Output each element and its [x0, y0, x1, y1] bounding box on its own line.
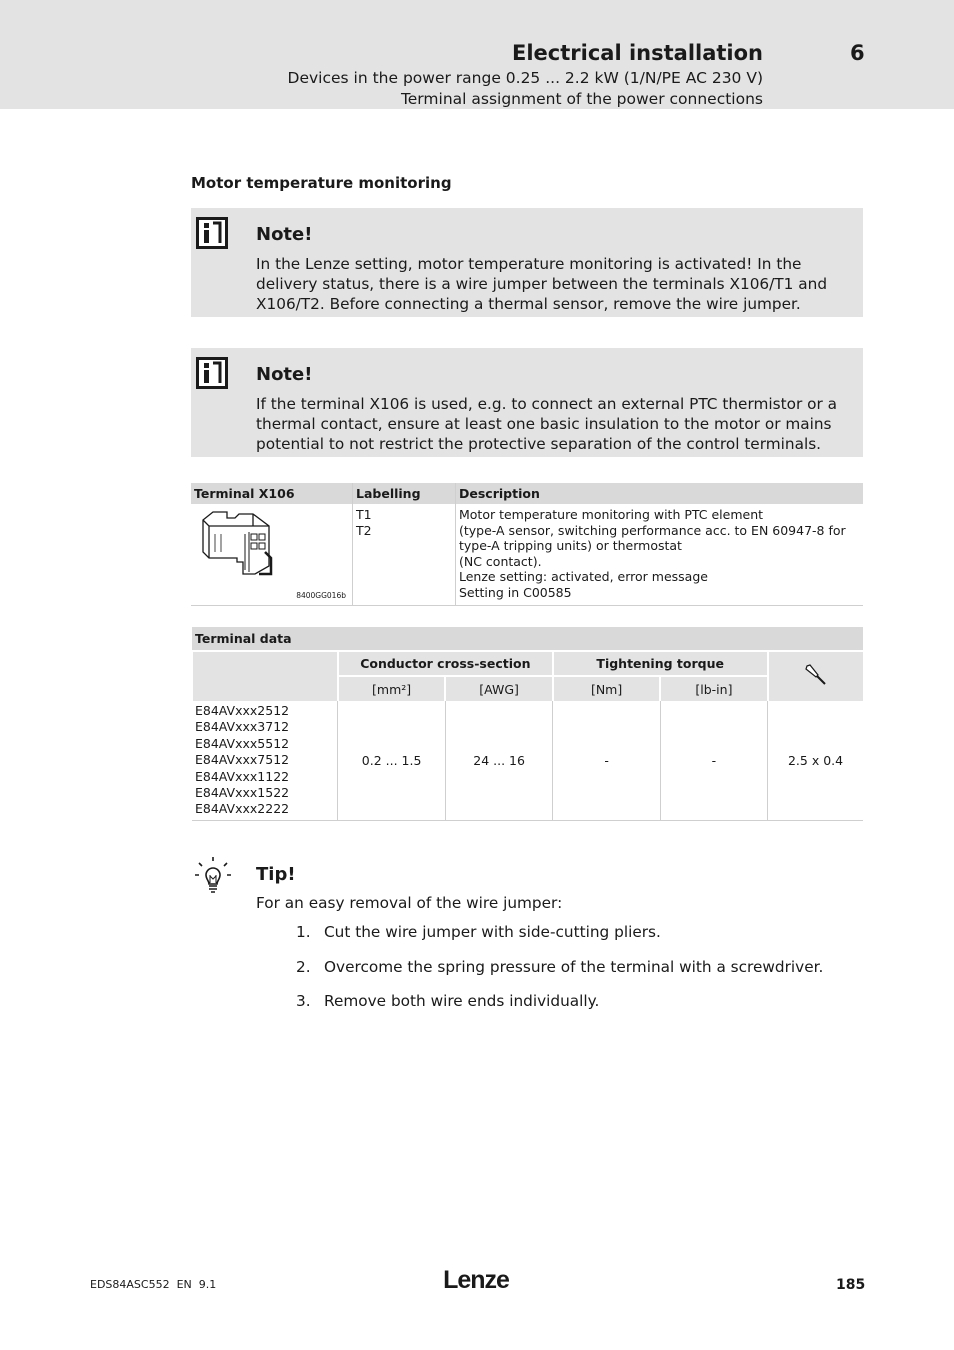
screwdriver-icon — [804, 663, 828, 687]
lightbulb-icon — [193, 855, 233, 895]
model-item: E84AVxxx5512 — [195, 735, 290, 751]
description-cell — [456, 504, 864, 606]
tip-step — [296, 992, 599, 1010]
step-text: Overcome the spring pressure of the terminal with a screwdriver. — [324, 958, 824, 976]
info-icon — [196, 217, 228, 249]
step-text: Remove both wire ends individually. — [324, 992, 600, 1010]
tip-step — [296, 923, 661, 941]
model-list — [192, 701, 338, 820]
note-text: If the terminal X106 is used, e.g. to connect an external PTC thermistor or a thermal contact, ensure at least one basic insulation to the motor or mains potential to not restrict the protective separation of the control terminals. — [256, 395, 837, 453]
note-box — [191, 208, 863, 317]
tightening-torque-header: Tightening torque — [553, 651, 768, 676]
image-caption: 8400GG016b — [296, 590, 346, 600]
col-header-terminal: Terminal X106 — [191, 483, 353, 504]
logo-text: Lenze — [443, 1266, 509, 1294]
value-screwdriver: 2.5 x 0.4 — [768, 701, 863, 820]
step-number: 3. — [296, 992, 311, 1010]
label-t2: T2 — [356, 522, 372, 538]
section-heading: Motor temperature monitoring — [191, 174, 452, 192]
chapter-number: 6 — [850, 41, 865, 65]
chapter-subtitle: Devices in the power range 0.25 ... 2.2 kW (1/N/PE AC 230 V) — [287, 69, 763, 87]
screwdriver-header — [768, 651, 863, 701]
tip-title: Tip! — [256, 864, 296, 885]
tip-intro: For an easy removal of the wire jumper: — [256, 894, 563, 912]
description-line: Setting in C00585 — [459, 584, 572, 600]
note-title: Note! — [256, 364, 313, 385]
value-mm2: 0.2 ... 1.5 — [338, 701, 445, 820]
page-number: 185 — [836, 1277, 866, 1293]
unit-awg: [AWG] — [445, 676, 553, 701]
step-text: Cut the wire jumper with side-cutting pliers. — [324, 923, 661, 941]
terminal-image-cell — [191, 504, 353, 606]
terminal-data-table — [191, 627, 863, 821]
label-t1: T1 — [356, 507, 372, 522]
lenze-logo — [436, 1266, 516, 1294]
footer-doc-id: EDS84ASC552 EN 9.1 — [90, 1278, 217, 1291]
unit-mm2: [mm²] — [338, 676, 445, 701]
model-item: E84AVxxx2512 — [195, 703, 290, 718]
description-line: type-A tripping units) or thermostat — [459, 538, 682, 553]
tip-step — [296, 958, 823, 976]
value-awg: 24 ... 16 — [445, 701, 553, 820]
section-subtitle: Terminal assignment of the power connections — [400, 90, 763, 108]
value-nm: - — [553, 701, 660, 820]
terminal-data-title: Terminal data — [192, 627, 863, 651]
info-icon — [196, 357, 228, 389]
unit-lbin: [lb-in] — [660, 676, 767, 701]
description-line: Motor temperature monitoring with PTC element — [459, 507, 764, 522]
terminal-x106-table — [191, 483, 863, 606]
unit-nm: [Nm] — [553, 676, 660, 701]
note-text: In the Lenze setting, motor temperature monitoring is activated! In the delivery status, there is a wire jumper between the terminals X106/T1 and X106/T2. Before connecting a thermal sensor, remove the wire jumper. — [256, 255, 828, 313]
labelling-cell — [353, 504, 456, 606]
col-header-labelling: Labelling — [353, 483, 456, 504]
step-number: 1. — [296, 923, 311, 941]
col-header-description: Description — [456, 483, 864, 504]
conductor-cross-section-header: Conductor cross-section — [338, 651, 553, 676]
model-item: E84AVxxx1522 — [195, 785, 290, 801]
description-line: (NC contact). — [459, 553, 542, 569]
model-item: E84AVxxx7512 — [195, 752, 290, 768]
terminal-connector-illustration — [199, 510, 279, 582]
step-number: 2. — [296, 958, 311, 976]
chapter-title: Electrical installation — [512, 41, 763, 65]
model-header-blank — [192, 651, 338, 701]
note-title: Note! — [256, 224, 313, 245]
value-lbin: - — [660, 701, 767, 820]
note-box — [191, 348, 863, 457]
model-item: E84AVxxx3712 — [195, 719, 290, 735]
model-item: E84AVxxx2222 — [195, 801, 290, 817]
description-line: Lenze setting: activated, error message — [459, 569, 708, 584]
description-line: (type-A sensor, switching performance acc. to EN 60947-8 for — [459, 522, 846, 538]
model-item: E84AVxxx1122 — [195, 768, 290, 784]
